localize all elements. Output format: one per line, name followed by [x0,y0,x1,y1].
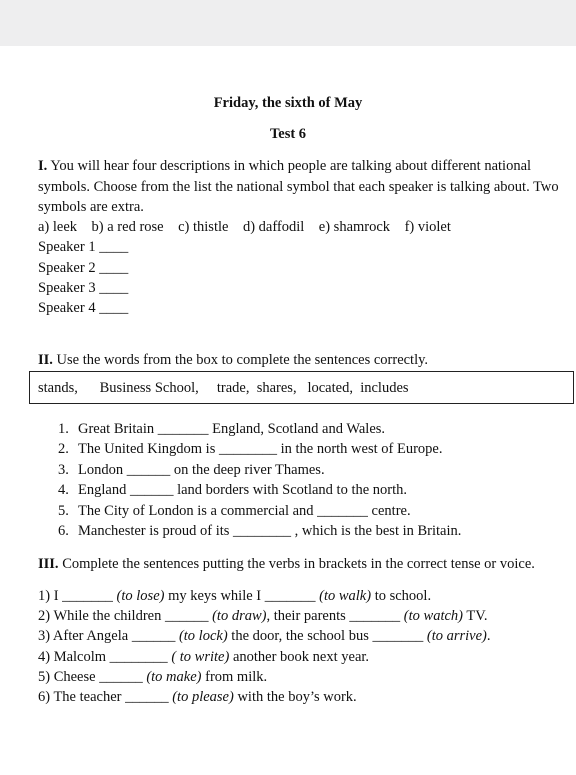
verb-hint: (to please) [172,689,234,705]
option-f: f) violet [404,219,451,235]
line-text: from milk. [201,669,268,685]
line-text: the door, the school bus _______ [227,628,427,644]
option-e: e) shamrock [318,219,391,235]
exercise-line [38,606,487,626]
verb-hint: (to arrive) [426,628,487,644]
list-item [58,419,461,439]
item-number: 4. [58,482,69,499]
verb-hint: (to watch) [403,608,463,624]
section2-text: Use the words from the box to complete the sentences correctly. [56,352,429,368]
verb-hint: (to draw) [212,608,267,624]
speaker-line: Speaker 3 ____ [38,280,129,296]
box-word: stands, [38,380,78,396]
verb-hint: (to lock) [178,628,228,644]
line-text: to school. [371,588,432,604]
box-word: Business School, [99,380,199,396]
verb-hint: (to walk) [319,588,372,604]
item-text: England ______ land borders with Scotland to the north. [78,482,408,499]
box-word: includes [360,380,409,396]
item-number: 3. [58,461,69,478]
section3-instructions [38,554,535,574]
line-text: , their parents _______ [266,608,404,624]
section1-options [38,217,451,237]
section1-text: You will hear four descriptions in which people are talking about different national symbols. Choose from the list the national symbol that each speaker is talking about. Two symbols are extra. [38,158,559,215]
section1-instructions [38,156,568,218]
item-text: Manchester is proud of its ________ , which is the best in Britain. [78,523,462,540]
speaker-line: Speaker 4 ____ [38,300,129,316]
line-text: with the boy’s work. [233,689,357,705]
item-number: 5. [58,502,69,519]
option-a: a) leek [38,219,78,235]
box-word: trade, [216,380,250,396]
option-d: d) daffodil [242,219,305,235]
line-text: 6) The teacher ______ [38,689,173,705]
box-word: located, [307,380,353,396]
top-gray-bar [0,0,576,46]
verb-hint: (to lose) [116,588,165,604]
speaker-line: Speaker 2 ____ [38,260,129,276]
word-box-words [38,378,409,398]
line-text: . [486,628,491,644]
section1-number: I. [38,158,48,174]
list-item [58,521,461,541]
list-item [58,460,461,480]
box-word: shares, [256,380,297,396]
list-item [58,439,461,459]
item-text: The City of London is a commercial and _______ centre. [78,502,411,519]
list-item [58,480,461,500]
section3-text: Complete the sentences putting the verbs in brackets in the correct tense or voice. [62,556,535,572]
exercise-line [38,667,267,687]
item-number: 6. [58,523,69,540]
section3-number: III. [38,556,59,572]
line-text: 2) While the children ______ [38,608,213,624]
speaker-line: Speaker 1 ____ [38,239,129,255]
option-b: b) a red rose [91,219,164,235]
line-text: 1) I _______ [38,588,117,604]
test-title: Test 6 [269,126,307,142]
item-text: London ______ on the deep river Thames. [78,461,325,478]
option-c: c) thistle [178,219,229,235]
line-text: another book next year. [229,649,370,665]
verb-hint: (to make) [146,669,202,685]
word-box [29,371,574,404]
exercise-line [38,687,357,707]
line-text: 5) Cheese ______ [38,669,147,685]
section2-number: II. [38,352,53,368]
item-number: 2. [58,441,69,458]
line-text: TV. [463,608,488,624]
line-text: 3) After Angela ______ [38,628,179,644]
list-item [58,501,461,521]
section2-list [58,419,461,541]
item-text: Great Britain _______ England, Scotland and Wales. [78,421,386,437]
section2-instructions [38,350,428,370]
exercise-line [38,626,490,646]
line-text: my keys while I _______ [164,588,320,604]
verb-hint: ( to write) [171,649,230,665]
exercise-line [38,647,369,667]
date-heading: Friday, the sixth of May [213,95,363,111]
item-number: 1. [58,421,69,437]
line-text: 4) Malcolm ________ [38,649,172,665]
exercise-line [38,586,431,606]
item-text: The United Kingdom is ________ in the north west of Europe. [78,441,443,458]
